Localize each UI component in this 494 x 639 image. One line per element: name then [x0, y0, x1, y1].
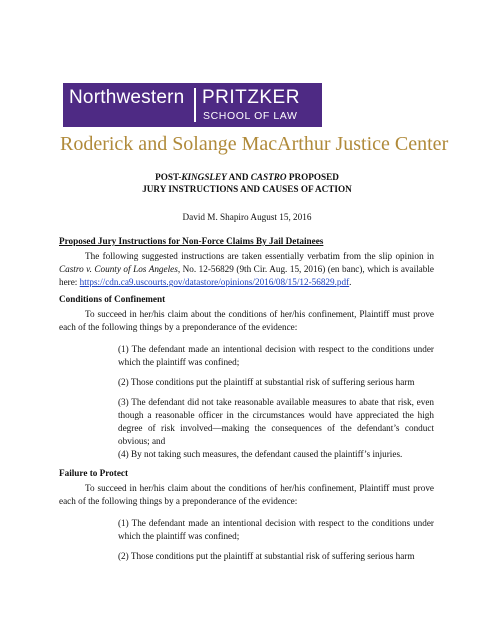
intro-case-name: Castro v. County of Los Angeles [59, 264, 178, 274]
northwestern-pritzker-logo [63, 83, 322, 127]
conditions-item-4: (4) By not taking such measures, the defendant caused the plaintiff’s injuries. [118, 449, 403, 459]
heading-castro: CASTRO [250, 172, 287, 182]
logo-northwestern: Northwestern [69, 87, 185, 108]
heading-and: AND [226, 172, 251, 182]
intro-text-a: The following suggested instructions are taken essentially verbatim from the slip opinion in [85, 251, 434, 261]
section-title-conditions: Conditions of Confinement [59, 294, 166, 304]
intro-text-b: , No. 12-56829 (9th Cir. Aug. 15, 2016) (en banc), which is available here: [59, 264, 434, 287]
conditions-item-1: (1) The defendant made an intentional decision with respect to the conditions under which the plaintiff was confined; [118, 344, 434, 367]
document-heading-line2: JURY INSTRUCTIONS AND CAUSES OF ACTION [142, 184, 352, 194]
opinion-link[interactable]: https://cdn.ca9.uscourts.gov/datastore/opinions/2016/08/15/12-56829.pdf [79, 277, 350, 287]
heading-prefix: POST- [155, 172, 182, 182]
document-heading-line1 [0, 172, 494, 183]
conditions-lead-paragraph: To succeed in her/his claim about the conditions of her/his confinement, Plaintiff must prove each of the following things by a preponderance of the evidence: [59, 309, 434, 332]
failure-item-2: (2) Those conditions put the plaintiff at substantial risk of suffering serious harm [118, 551, 415, 561]
heading-kingsley: KINGSLEY [181, 172, 227, 182]
intro-paragraph [59, 250, 434, 289]
intro-text-end: . [349, 277, 352, 287]
failure-item-1: (1) The defendant made an intentional decision with respect to the conditions under which the plaintiff was confined; [118, 518, 434, 541]
logo-school-of-law: SCHOOL OF LAW [203, 110, 298, 122]
heading-suffix: PROPOSED [286, 172, 339, 182]
logo-pritzker: PRITZKER [202, 87, 300, 108]
center-title: Roderick and Solange MacArthur Justice Center [60, 133, 449, 155]
failure-lead-paragraph: To succeed in her/his claim about the conditions of her/his confinement, Plaintiff must prove each of the following things by a preponderance of the evidence: [59, 483, 434, 506]
section-title-proposed-instructions: Proposed Jury Instructions for Non-Force Claims By Jail Detainees [59, 236, 324, 246]
logo-divider [194, 88, 196, 122]
conditions-item-2: (2) Those conditions put the plaintiff at substantial risk of suffering serious harm [118, 377, 415, 387]
author-date-line: David M. Shapiro August 15, 2016 [182, 212, 312, 222]
conditions-item-3: (3) The defendant did not take reasonable available measures to abate that risk, even though a reasonable officer in the circumstances would have appreciated the high degree of risk involved—making the consequences of the defendant’s conduct obvious; and [118, 397, 434, 446]
section-title-failure-to-protect: Failure to Protect [59, 468, 129, 478]
